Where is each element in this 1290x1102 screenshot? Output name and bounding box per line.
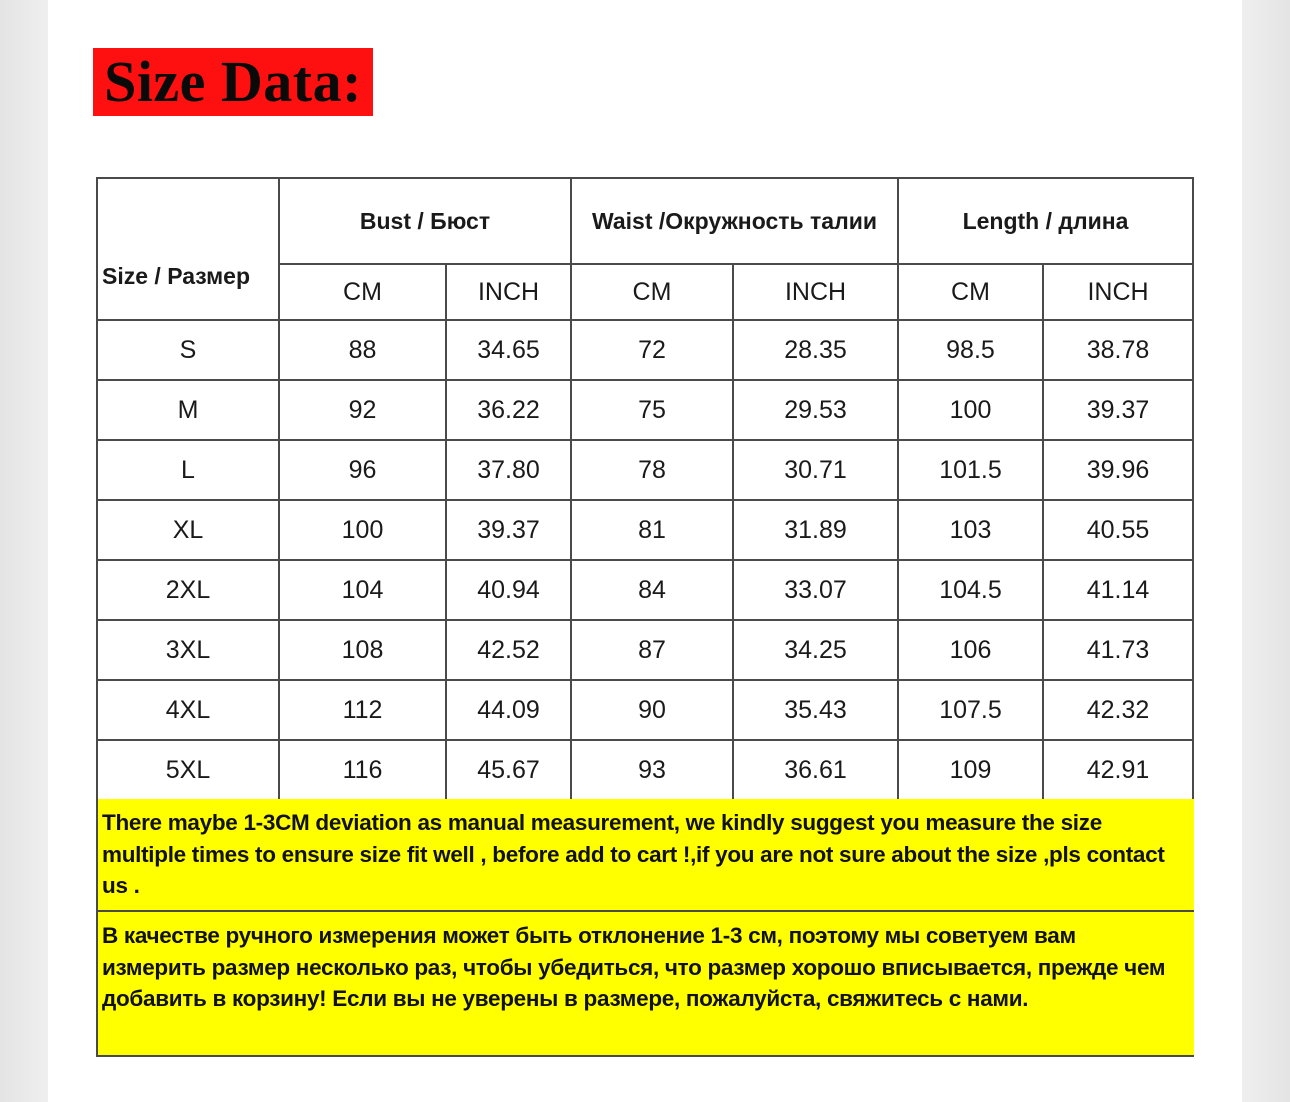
length-inch-cell: 38.78	[1043, 320, 1193, 380]
unit-header-length-cm: CM	[898, 264, 1043, 320]
table-row	[97, 380, 1193, 440]
size-cell: S	[97, 320, 279, 380]
length-cm-cell: 106	[898, 620, 1043, 680]
title-banner	[93, 48, 373, 116]
length-inch-cell: 41.73	[1043, 620, 1193, 680]
length-inch-cell: 42.32	[1043, 680, 1193, 740]
waist-cm-cell: 81	[571, 500, 733, 560]
table-row	[97, 440, 1193, 500]
header-row	[97, 178, 1193, 264]
bust-cm-cell: 92	[279, 380, 446, 440]
length-inch-cell: 42.91	[1043, 740, 1193, 800]
length-inch-cell: 39.37	[1043, 380, 1193, 440]
bust-inch-cell: 42.52	[446, 620, 571, 680]
bust-header: Bust / Бюст	[279, 178, 571, 264]
waist-inch-cell: 36.61	[733, 740, 898, 800]
bust-cm-cell: 100	[279, 500, 446, 560]
length-cm-cell: 98.5	[898, 320, 1043, 380]
waist-inch-cell: 30.71	[733, 440, 898, 500]
table-row	[97, 500, 1193, 560]
length-inch-cell: 39.96	[1043, 440, 1193, 500]
waist-cm-cell: 90	[571, 680, 733, 740]
bust-inch-cell: 45.67	[446, 740, 571, 800]
unit-header-bust-cm: CM	[279, 264, 446, 320]
table-row	[97, 740, 1193, 800]
length-inch-cell: 41.14	[1043, 560, 1193, 620]
bust-cm-cell: 108	[279, 620, 446, 680]
waist-inch-cell: 34.25	[733, 620, 898, 680]
bust-cm-cell: 116	[279, 740, 446, 800]
length-cm-cell: 109	[898, 740, 1043, 800]
waist-cm-cell: 78	[571, 440, 733, 500]
waist-inch-cell: 29.53	[733, 380, 898, 440]
length-cm-cell: 104.5	[898, 560, 1043, 620]
table-row	[97, 680, 1193, 740]
size-column-header: Size / Размер	[97, 178, 279, 320]
unit-header-waist-cm: CM	[571, 264, 733, 320]
length-cm-cell: 107.5	[898, 680, 1043, 740]
length-cm-cell: 100	[898, 380, 1043, 440]
waist-header: Waist /Окружность талии	[571, 178, 898, 264]
unit-header-bust-inch: INCH	[446, 264, 571, 320]
waist-inch-cell: 33.07	[733, 560, 898, 620]
note-english: There maybe 1-3CM deviation as manual measurement, we kindly suggest you measure the size multiple times to ensure size fit well , before add to cart !,if you are not sure about the size ,pls contact us .	[98, 799, 1194, 912]
size-cell: 3XL	[97, 620, 279, 680]
waist-inch-cell: 35.43	[733, 680, 898, 740]
bust-cm-cell: 88	[279, 320, 446, 380]
note-russian: В качестве ручного измерения может быть отклонение 1-3 см, поэтому мы советуем вам измерить размер несколько раз, чтобы убедиться, что размер хорошо вписывается, прежде чем добавить в корзину! Если вы не уверены в размере, пожалуйста, свяжитесь с нами.	[98, 912, 1194, 1055]
length-cm-cell: 101.5	[898, 440, 1043, 500]
bust-inch-cell: 44.09	[446, 680, 571, 740]
size-cell: 4XL	[97, 680, 279, 740]
bust-cm-cell: 104	[279, 560, 446, 620]
bust-cm-cell: 96	[279, 440, 446, 500]
table-row	[97, 560, 1193, 620]
size-cell: 2XL	[97, 560, 279, 620]
waist-inch-cell: 28.35	[733, 320, 898, 380]
waist-cm-cell: 84	[571, 560, 733, 620]
size-cell: M	[97, 380, 279, 440]
bust-inch-cell: 37.80	[446, 440, 571, 500]
waist-cm-cell: 72	[571, 320, 733, 380]
length-inch-cell: 40.55	[1043, 500, 1193, 560]
waist-cm-cell: 75	[571, 380, 733, 440]
unit-header-length-inch: INCH	[1043, 264, 1193, 320]
size-chart-table	[96, 177, 1194, 801]
size-cell: XL	[97, 500, 279, 560]
bust-inch-cell: 36.22	[446, 380, 571, 440]
bust-cm-cell: 112	[279, 680, 446, 740]
length-cm-cell: 103	[898, 500, 1043, 560]
notes-block	[96, 799, 1194, 1057]
size-cell: L	[97, 440, 279, 500]
bust-inch-cell: 34.65	[446, 320, 571, 380]
page-title: Size Data:	[104, 49, 362, 114]
length-header: Length / длина	[898, 178, 1193, 264]
table-row	[97, 620, 1193, 680]
table-row	[97, 320, 1193, 380]
waist-inch-cell: 31.89	[733, 500, 898, 560]
size-cell: 5XL	[97, 740, 279, 800]
bust-inch-cell: 40.94	[446, 560, 571, 620]
page-margin-left	[0, 0, 48, 1102]
waist-cm-cell: 93	[571, 740, 733, 800]
unit-header-waist-inch: INCH	[733, 264, 898, 320]
waist-cm-cell: 87	[571, 620, 733, 680]
page-margin-right	[1242, 0, 1290, 1102]
bust-inch-cell: 39.37	[446, 500, 571, 560]
